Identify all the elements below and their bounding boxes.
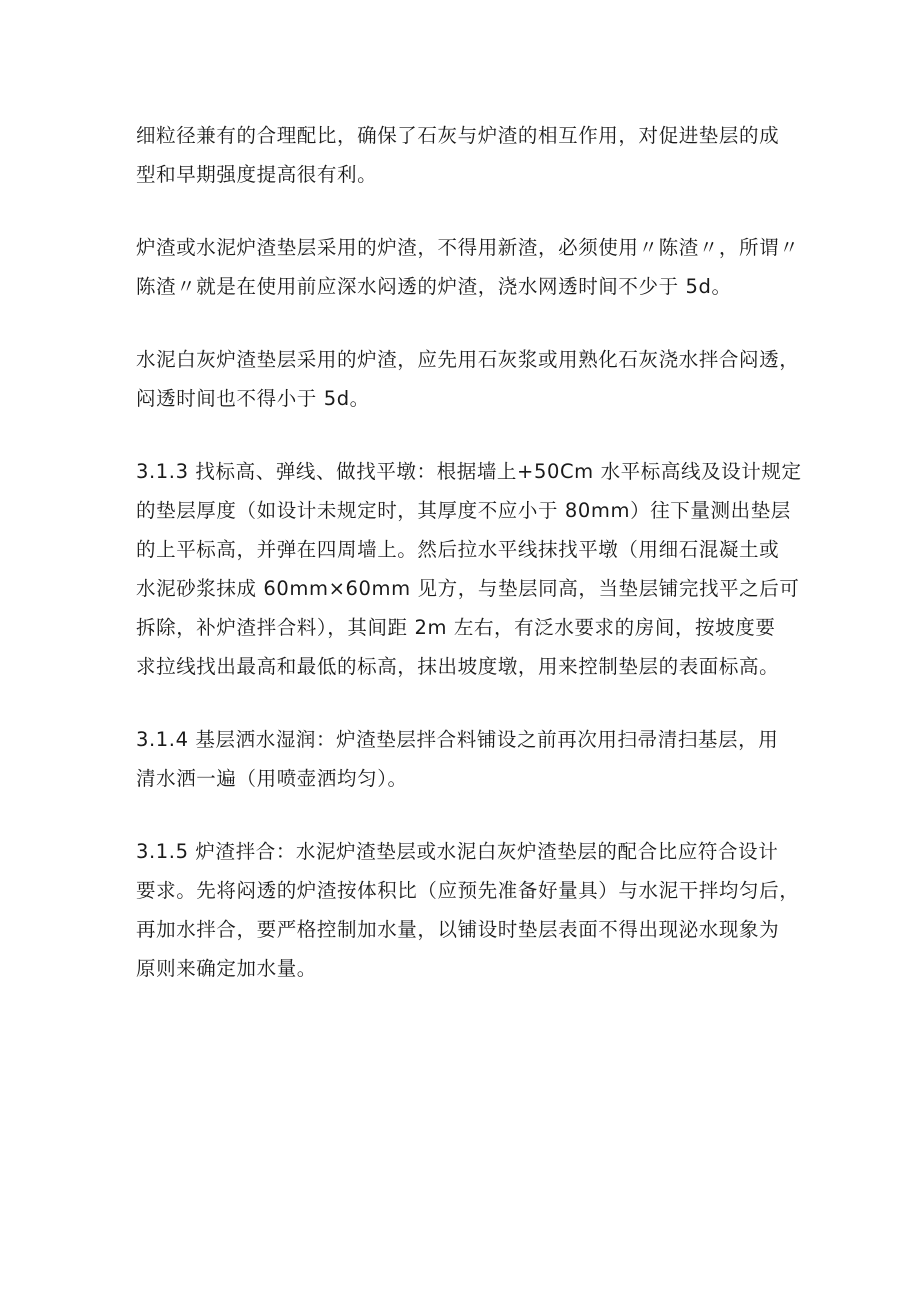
section-3-1-5: [136, 832, 801, 988]
text-line: 原则来确定加水量。: [136, 957, 317, 980]
paragraph-slag-gradation: [136, 116, 801, 194]
text-line: 清水洒一遍（用喷壶洒均匀）。: [136, 767, 408, 790]
section-3-1-3: [136, 452, 801, 686]
text-line: 要求。先将闷透的炉渣按体积比（应预先准备好量具）与水泥干拌均匀后，: [136, 879, 800, 902]
text-line: 水泥白灰炉渣垫层采用的炉渣，应先用石灰浆或用熟化石灰浇水拌合闷透，: [136, 348, 800, 371]
text-line: 水泥砂浆抹成 60mm×60mm 见方，与垫层同高，当垫层铺完找平之后可: [136, 577, 800, 600]
text-line: 炉渣或水泥炉渣垫层采用的炉渣，不得用新渣，必须使用〃陈渣〃，所谓〃: [136, 236, 800, 259]
text-line: 拆除，补炉渣拌合料），其间距 2m 左右，有泛水要求的房间，按坡度要: [136, 616, 776, 639]
text-line: 3.1.3 找标高、弹线、做找平墩：根据墙上+50Cm 水平标高线及设计规定: [136, 460, 802, 483]
paragraph-aged-slag: [136, 228, 801, 306]
text-line: 3.1.4 基层洒水湿润：炉渣垫层拌合料铺设之前再次用扫帚清扫基层，用: [136, 728, 779, 751]
text-line: 的上平标高，并弹在四周墙上。然后拉水平线抹找平墩（用细石混凝土或: [136, 538, 780, 561]
paragraph-lime-slag: [136, 340, 801, 418]
text-line: 再加水拌合，要严格控制加水量，以铺设时垫层表面不得出现泌水现象为: [136, 918, 780, 941]
text-line: 求拉线找出最高和最低的标高，抹出坡度墩，用来控制垫层的表面标高。: [136, 655, 780, 678]
text-line: 闷透时间也不得小于 5d。: [136, 387, 370, 410]
section-3-1-4: [136, 720, 801, 798]
text-line: 3.1.5 炉渣拌合：水泥炉渣垫层或水泥白灰炉渣垫层的配合比应符合设计: [136, 840, 779, 863]
text-line: 型和早期强度提高很有利。: [136, 163, 378, 186]
text-line: 细粒径兼有的合理配比，确保了石灰与炉渣的相互作用，对促进垫层的成: [136, 124, 780, 147]
document-body: [136, 116, 801, 1022]
text-line: 的垫层厚度（如设计未规定时，其厚度不应小于 80mm）往下量测出垫层: [136, 499, 791, 522]
text-line: 陈渣〃就是在使用前应深水闷透的炉渣，浇水网透时间不少于 5d。: [136, 275, 732, 298]
